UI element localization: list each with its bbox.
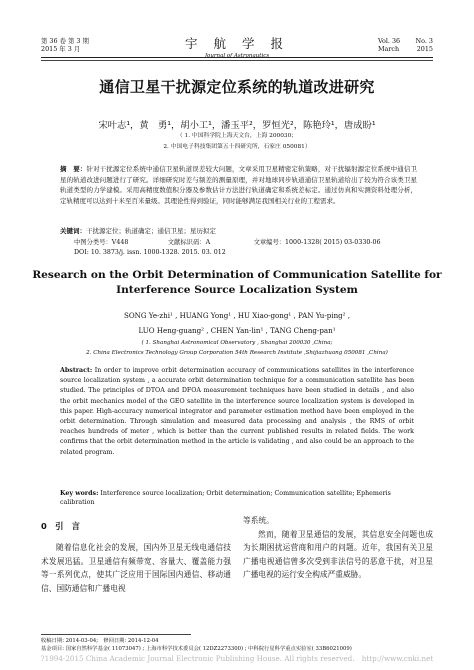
volume-issue-cn: 第 36 卷 第 3 期 bbox=[41, 37, 89, 45]
footnote-fund: 基金项目: 国家自然科学基金( 11073047) ; 上海市科学技术委员会( 12DZ2273300) ; 中科院行星科学重点实验室( 33B6021009) bbox=[41, 646, 352, 653]
abstract-en-label: Abstract: bbox=[60, 367, 93, 374]
keywords-en bbox=[60, 489, 414, 507]
affiliation-cn-1: （ 1. 中国科学院上海天文台，上海 200030； bbox=[176, 133, 298, 139]
issue-en: No. 3 bbox=[415, 37, 433, 45]
footnote bbox=[41, 637, 433, 654]
body-right-column bbox=[243, 514, 433, 582]
clc-value: V448 bbox=[111, 239, 129, 246]
doc-code-value: A bbox=[205, 239, 211, 246]
body-right-para-2: 然而，随着卫星通信的发展，其信息安全问题也成为长期困扰运营商和用户的问题。近年，我国有关卫星广播电视通信曾多次受到非法信号的恶意干扰，对卫星广播电视的运行安全构成严重威胁。 bbox=[243, 529, 433, 579]
abstract-cn-label: 摘 要： bbox=[60, 165, 87, 173]
doc-code-label: 文献标识码： bbox=[167, 239, 206, 246]
article-id-value: 1000-1328( 2015) 03-0330-06 bbox=[285, 239, 381, 246]
paper-title-cn: 通信卫星干扰源定位系统的轨道改进研究 bbox=[99, 78, 375, 96]
article-id-label: 文章编号： bbox=[253, 239, 286, 246]
body-left-column: 随着信息化社会的发展，国内外卫星无线电通信技术发展迅猛。卫星通信有频带宽、容量大、覆盖能力强等一系列优点，使其广泛应用于国际国内通信、移动通信、国防通信和广播电视 bbox=[41, 543, 231, 593]
clc-label: 中图分类号： bbox=[74, 239, 112, 246]
footnote-rule bbox=[41, 634, 191, 635]
authors-en-line-2: LUO Heng-guang² , CHEN Yan-lin¹ , TANG Cheng-pan¹ bbox=[138, 326, 336, 335]
authors-en bbox=[0, 308, 474, 338]
footnote-received: 收稿日期: 2014-03-04; 修回日期: 2014-12-04 bbox=[41, 638, 159, 644]
authors-cn: 宋叶志¹，黄 勇¹，胡小工¹，潘玉平²，罗恒光²，陈艳玲¹，唐成盼¹ bbox=[98, 120, 376, 131]
paper-title-en bbox=[0, 268, 474, 298]
journal-name-en: Journal of Astronautics bbox=[204, 53, 270, 59]
year-en: 2015 bbox=[416, 45, 433, 53]
authors-en-line-1: SONG Ye-zhi¹ , HUANG Yong¹ , HU Xiao-gong¹ , PAN Yu-ping² , bbox=[123, 311, 351, 320]
keywords-en-text: Interference source localization; Orbit determination; Communication satellite; Ephemeris calibration bbox=[60, 490, 391, 506]
header-rule-thin bbox=[41, 60, 433, 61]
keywords-cn-text: 干扰源定位；轨道确定；通信卫星；星历拟定 bbox=[86, 227, 216, 235]
abstract-cn bbox=[60, 164, 417, 206]
date-cn: 2015 年 3 月 bbox=[41, 45, 81, 53]
affiliations-cn bbox=[0, 131, 474, 153]
title-en-line-1: Research on the Orbit Determination of Communication Satellite for bbox=[32, 269, 442, 281]
abstract-en-text: In order to improve orbit determination accuracy of communications satellites in the interference source localization system , a accurate orbit determination technique for a communication satellite has been studied. The principles of DTOA and DFOA measurement techniques have been studied in details , and also the orbit mechanics model of the GEO satellite in the interference source localization system is developed in this paper. High-accuracy numerical integrator and parameter estimation method have been employed in the orbit determination. Through simulation and measured data processing and analysis , the RMS of orbit reaches hundreds of meter , which is better than the current published results in related fields. The work confirms that the orbit determination method in the article is validating , and also could be an approach to the related program. bbox=[60, 367, 414, 456]
doi: DOI: 10. 3873/j. issn. 1000-1328. 2015. 03. 012 bbox=[74, 249, 226, 256]
header-right bbox=[378, 37, 433, 53]
affiliation-en-1: ( 1. Shanghai Astronomical Observatory , Shanghai 200030 ,China; bbox=[141, 340, 333, 346]
affiliation-cn-2: 2. 中国电子科技集团第五十四研究所，石家庄 050081） bbox=[163, 144, 311, 150]
affiliations-en bbox=[0, 339, 474, 358]
section-heading-introduction: 0 引 言 bbox=[41, 521, 80, 531]
header-rule bbox=[41, 57, 433, 58]
title-en-line-2: Interference Source Localization System bbox=[116, 284, 358, 296]
month-en: March bbox=[378, 45, 400, 53]
watermark-copyright: ?1994-2015 China Academic Journal Electronic Publishing House. All rights reserved. http://www.cnki.net bbox=[40, 654, 434, 663]
abstract-en bbox=[60, 366, 414, 458]
journal-name-cn: 宇 航 学 报 bbox=[185, 36, 289, 51]
volume-en: Vol. 36 bbox=[378, 37, 401, 45]
body-right-para-1: 等系统。 bbox=[243, 516, 274, 525]
keywords-cn-label: 关键词： bbox=[60, 227, 86, 235]
abstract-cn-text: 针对干扰源定位系统中通信卫星轨道误差较大问题，文章采用卫星精密定轨策略，对干扰辐射源定位系统中通信卫星的轨道改进问题进行了研究。详细研究时差与频差的测量原理，并对地球同步轨道通信卫星轨道给出了较为符合该类卫星轨道类型的力学建模。采用高精度数值积分器及参数估计方法进行轨道确定和系统差标定。通过仿真和实测资料处理分析，定轨精度可以达到十米至百米量级。其理论性得到验证，同时能够满足我国相关行业的工程需求。 bbox=[60, 165, 418, 205]
keywords-cn bbox=[60, 226, 216, 235]
classification-cn bbox=[74, 237, 380, 246]
keywords-en-label: Key words: bbox=[60, 490, 99, 497]
affiliation-en-2: 2. China Electronics Technology Group Corporation 54th Research Institute ,Shijiazhuang 050081 ,China) bbox=[86, 349, 388, 356]
